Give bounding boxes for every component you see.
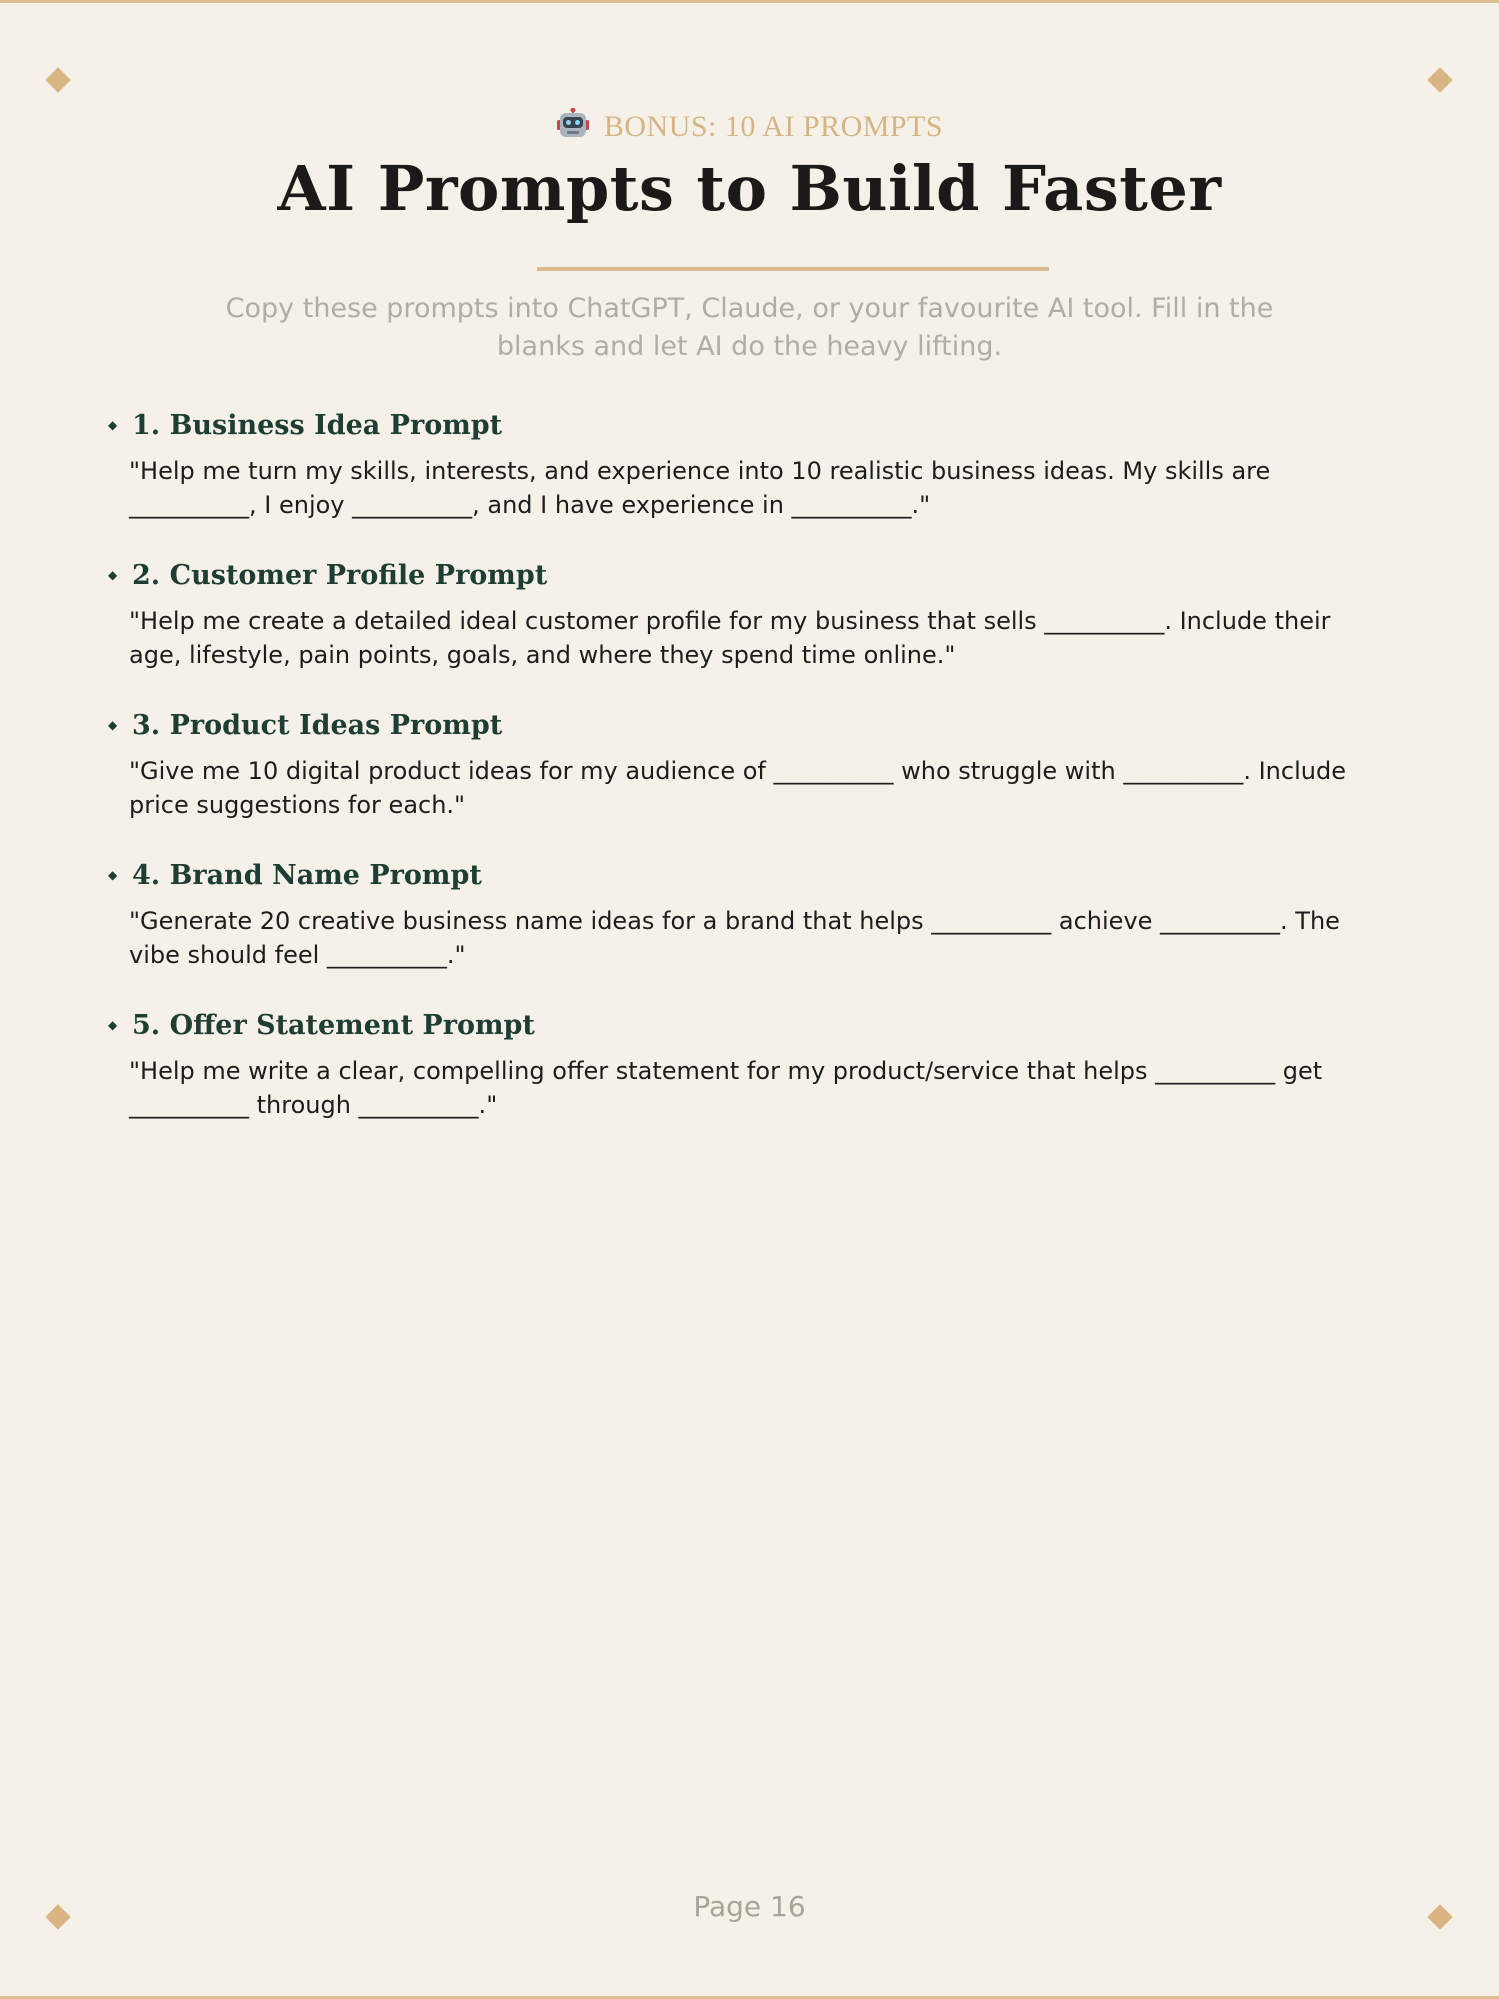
title-divider	[537, 267, 1049, 271]
prompt-list	[108, 410, 1348, 1160]
robot-icon	[556, 108, 590, 148]
top-border	[0, 0, 1499, 3]
prompt-heading-text: 5. Offer Statement Prompt	[132, 1010, 535, 1041]
corner-diamond-top-right	[1427, 67, 1452, 92]
bullet-icon: ◆	[108, 1018, 118, 1032]
prompt-item	[108, 860, 1348, 1010]
prompt-heading-text: 2. Customer Profile Prompt	[132, 560, 548, 591]
bullet-icon: ◆	[108, 868, 118, 882]
prompt-body: "Help me create a detailed ideal customer profile for my business that sells __________. Include their age, lifestyle, pain points, goals, and where they spend time online."	[129, 607, 1331, 669]
prompt-item	[108, 560, 1348, 710]
bullet-icon: ◆	[108, 418, 118, 432]
subtitle-line: blanks and let AI do the heavy lifting.	[496, 331, 1003, 362]
page-subtitle	[150, 290, 1349, 366]
prompt-heading	[108, 560, 547, 591]
prompt-item	[108, 710, 1348, 860]
prompt-body: "Help me write a clear, compelling offer statement for my product/service that helps __________ get __________ through __________."	[129, 1057, 1323, 1119]
prompt-heading-text: 4. Brand Name Prompt	[132, 860, 482, 891]
subtitle-line: Copy these prompts into ChatGPT, Claude, or your favourite AI tool. Fill in the	[225, 293, 1274, 324]
page-title: AI Prompts to Build Faster	[277, 152, 1222, 225]
prompt-body: "Generate 20 creative business name ideas for a brand that helps __________ achieve __________. The vibe should feel __________."	[129, 907, 1340, 969]
prompt-heading	[108, 1010, 535, 1041]
section-eyebrow	[0, 108, 1499, 148]
prompt-heading	[108, 410, 502, 441]
prompt-item	[108, 410, 1348, 560]
prompt-item	[108, 1010, 1348, 1160]
bullet-icon: ◆	[108, 568, 118, 582]
prompt-body: "Give me 10 digital product ideas for my audience of __________ who struggle with __________. Include price suggestions for each."	[129, 757, 1346, 819]
bullet-icon: ◆	[108, 718, 118, 732]
prompt-heading-text: 3. Product Ideas Prompt	[132, 710, 503, 741]
prompt-heading-text: 1. Business Idea Prompt	[132, 410, 503, 441]
prompt-body: "Help me turn my skills, interests, and experience into 10 realistic business ideas. My skills are __________, I enjoy __________, and I have experience in __________."	[129, 457, 1271, 519]
page-number: Page 16	[693, 1890, 806, 1923]
prompt-heading	[108, 860, 482, 891]
eyebrow-label: BONUS: 10 AI PROMPTS	[603, 110, 944, 143]
corner-diamond-top-left	[45, 67, 70, 92]
prompt-heading	[108, 710, 502, 741]
